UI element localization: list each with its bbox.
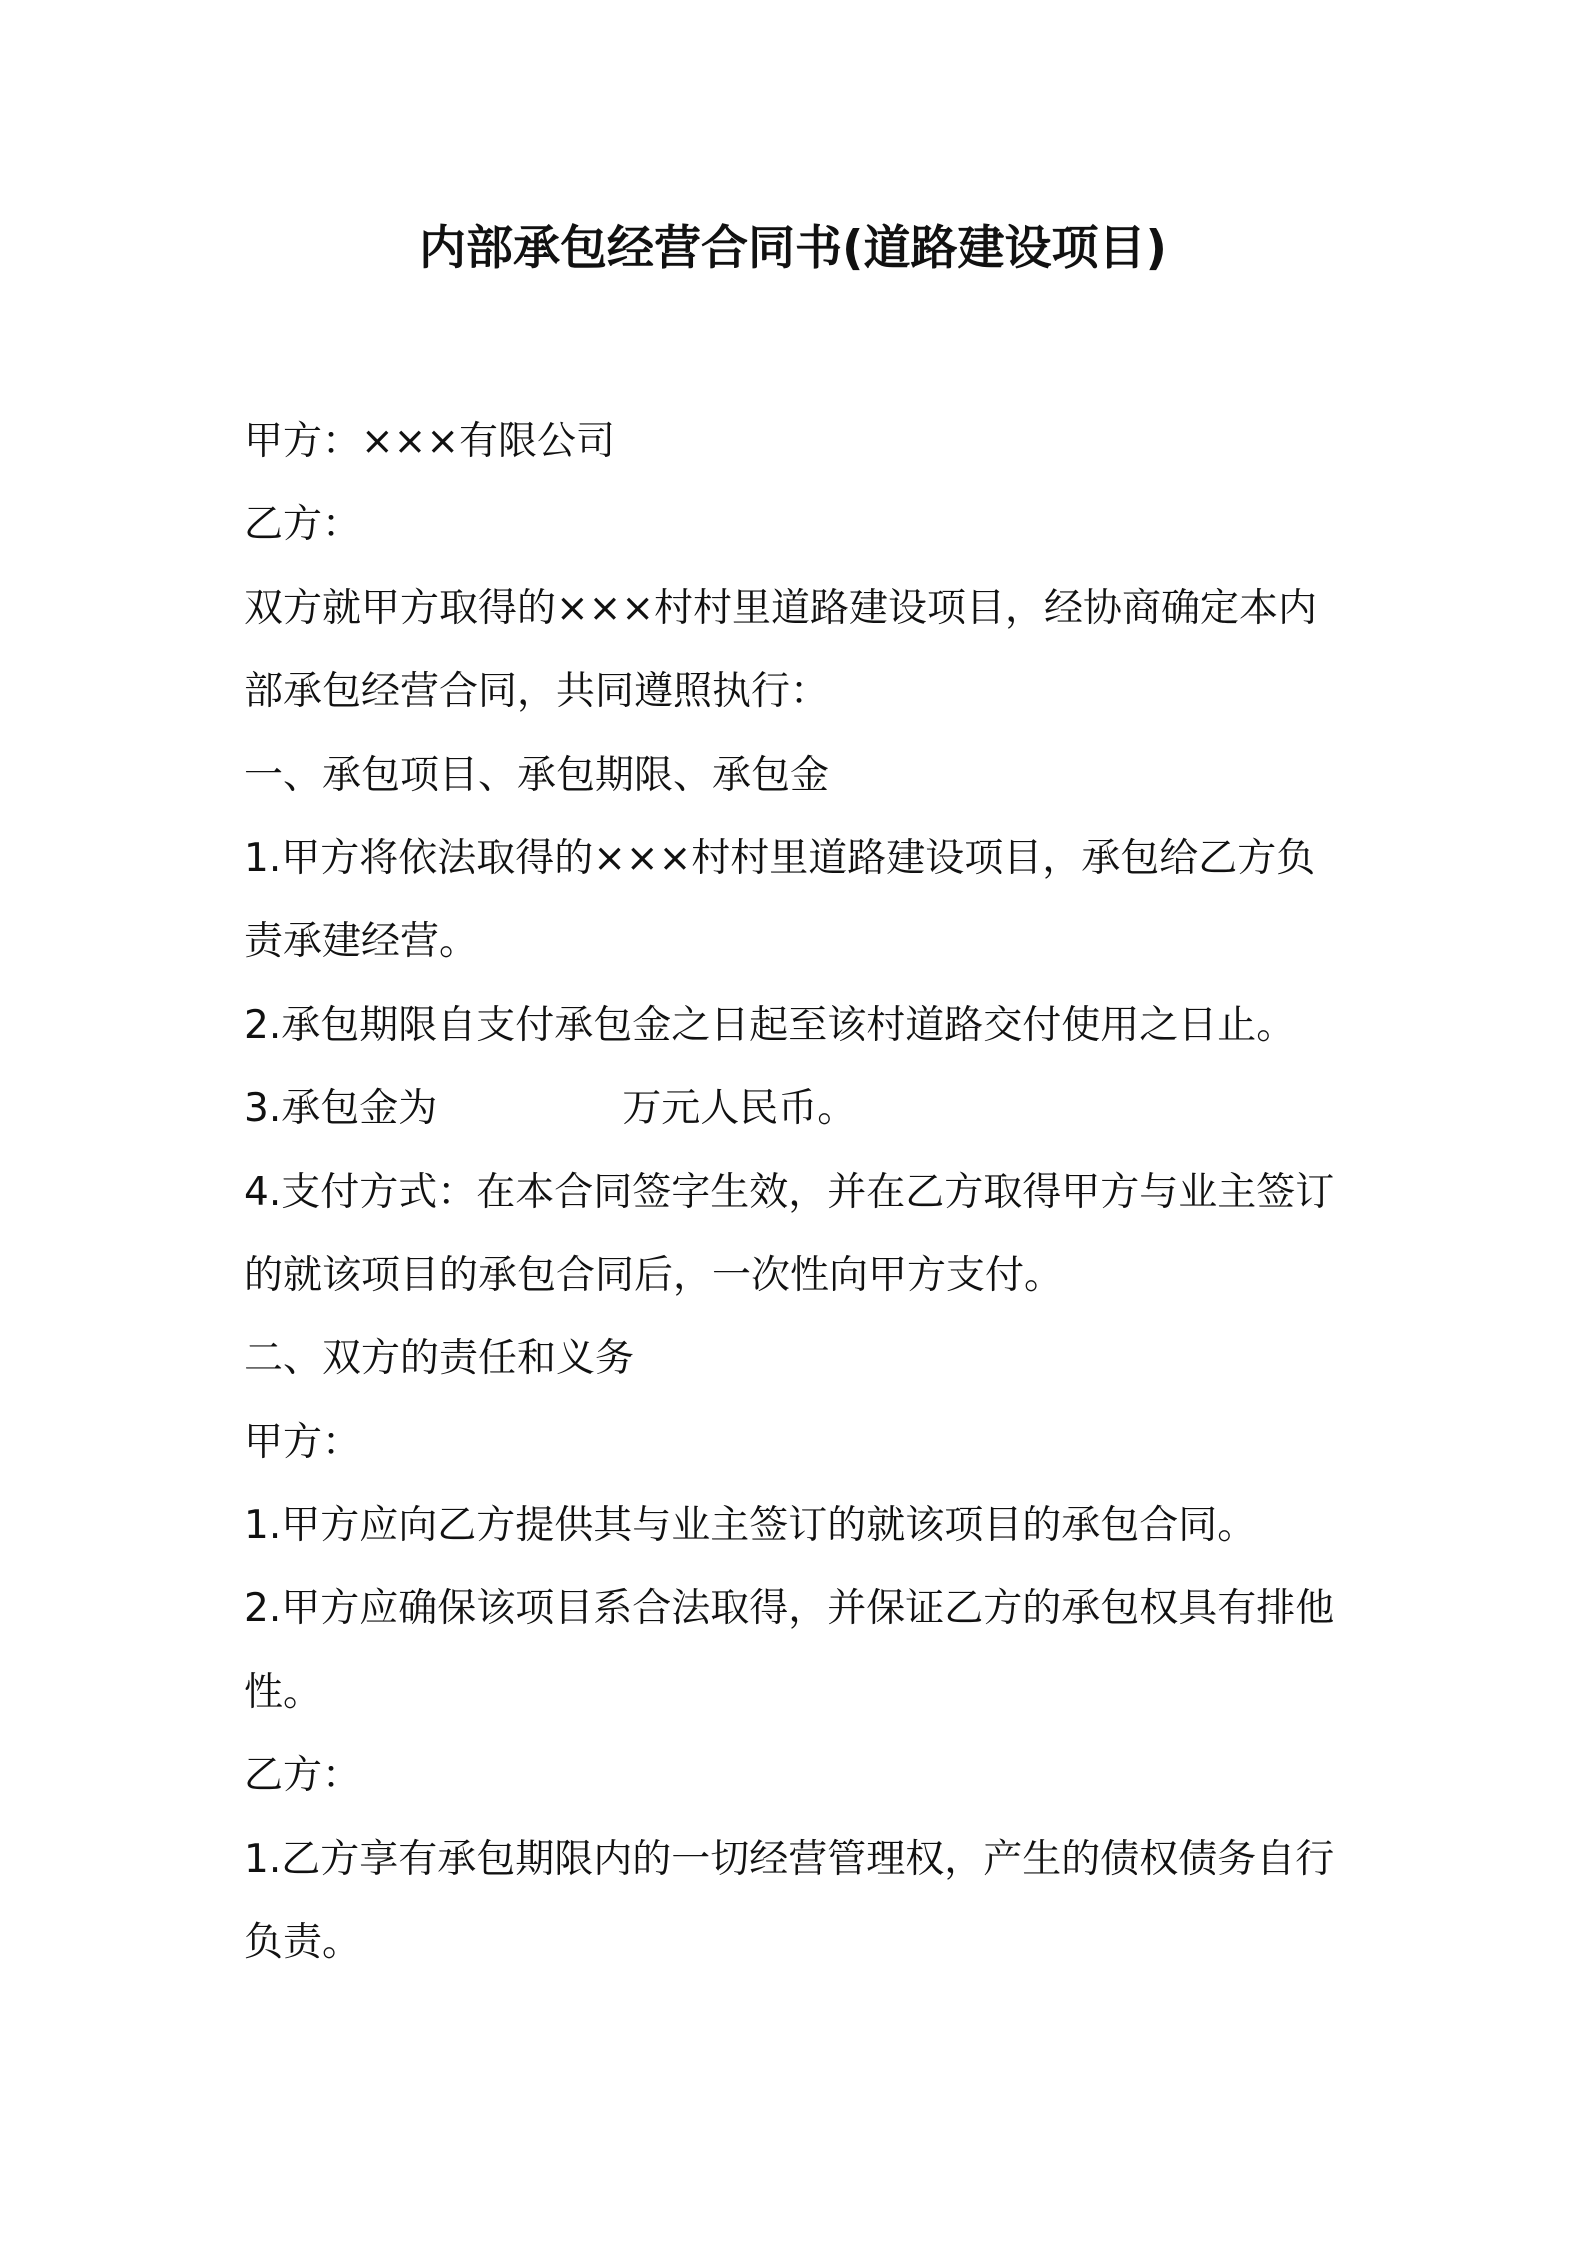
s1-item-4-line-2: 的就该项目的承包合同后，一次性向甲方支付。 bbox=[244, 1252, 1064, 1298]
section-1-heading: 一、承包项目、承包期限、承包金 bbox=[244, 752, 830, 798]
section-2-heading: 二、双方的责任和义务 bbox=[244, 1336, 635, 1382]
s2-b-item-1-line-1: 1.乙方享有承包期限内的一切经营管理权，产生的债权债务自行 bbox=[244, 1836, 1335, 1882]
intro-line-2: 部承包经营合同，共同遵照执行： bbox=[244, 669, 830, 715]
document-body bbox=[244, 400, 1354, 1984]
s1-item-1-line-1: 1.甲方将依法取得的×××村村里道路建设项目，承包给乙方负 bbox=[244, 835, 1316, 881]
party-a-line: 甲方：×××有限公司 bbox=[244, 419, 616, 464]
s2-b-item-1-line-2: 负责。 bbox=[244, 1920, 362, 1966]
s2-party-b-label: 乙方： bbox=[244, 1753, 362, 1799]
s1-item-2: 2.承包期限自支付承包金之日起至该村道路交付使用之日止。 bbox=[244, 1002, 1296, 1048]
intro-line-1: 双方就甲方取得的×××村村里道路建设项目，经协商确定本内 bbox=[244, 585, 1318, 631]
s1-item-3-suffix: 万元人民币。 bbox=[622, 1086, 857, 1132]
s2-a-item-2-line-1: 2.甲方应确保该项目系合法取得，并保证乙方的承包权具有排他 bbox=[244, 1586, 1335, 1632]
s2-a-item-1: 1.甲方应向乙方提供其与业主签订的就该项目的承包合同。 bbox=[244, 1503, 1257, 1549]
s1-item-3-prefix: 3.承包金为 bbox=[244, 1086, 438, 1132]
s1-item-1-line-2: 责承建经营。 bbox=[244, 919, 479, 965]
s2-a-item-2-line-2: 性。 bbox=[244, 1669, 323, 1715]
party-b-line: 乙方： bbox=[244, 502, 362, 548]
document-title: 内部承包经营合同书(道路建设项目) bbox=[419, 221, 1167, 276]
s1-item-3 bbox=[244, 1067, 1354, 1150]
s1-item-4-line-1: 4.支付方式：在本合同签字生效，并在乙方取得甲方与业主签订 bbox=[244, 1169, 1335, 1215]
s2-party-a-label: 甲方： bbox=[244, 1419, 362, 1465]
